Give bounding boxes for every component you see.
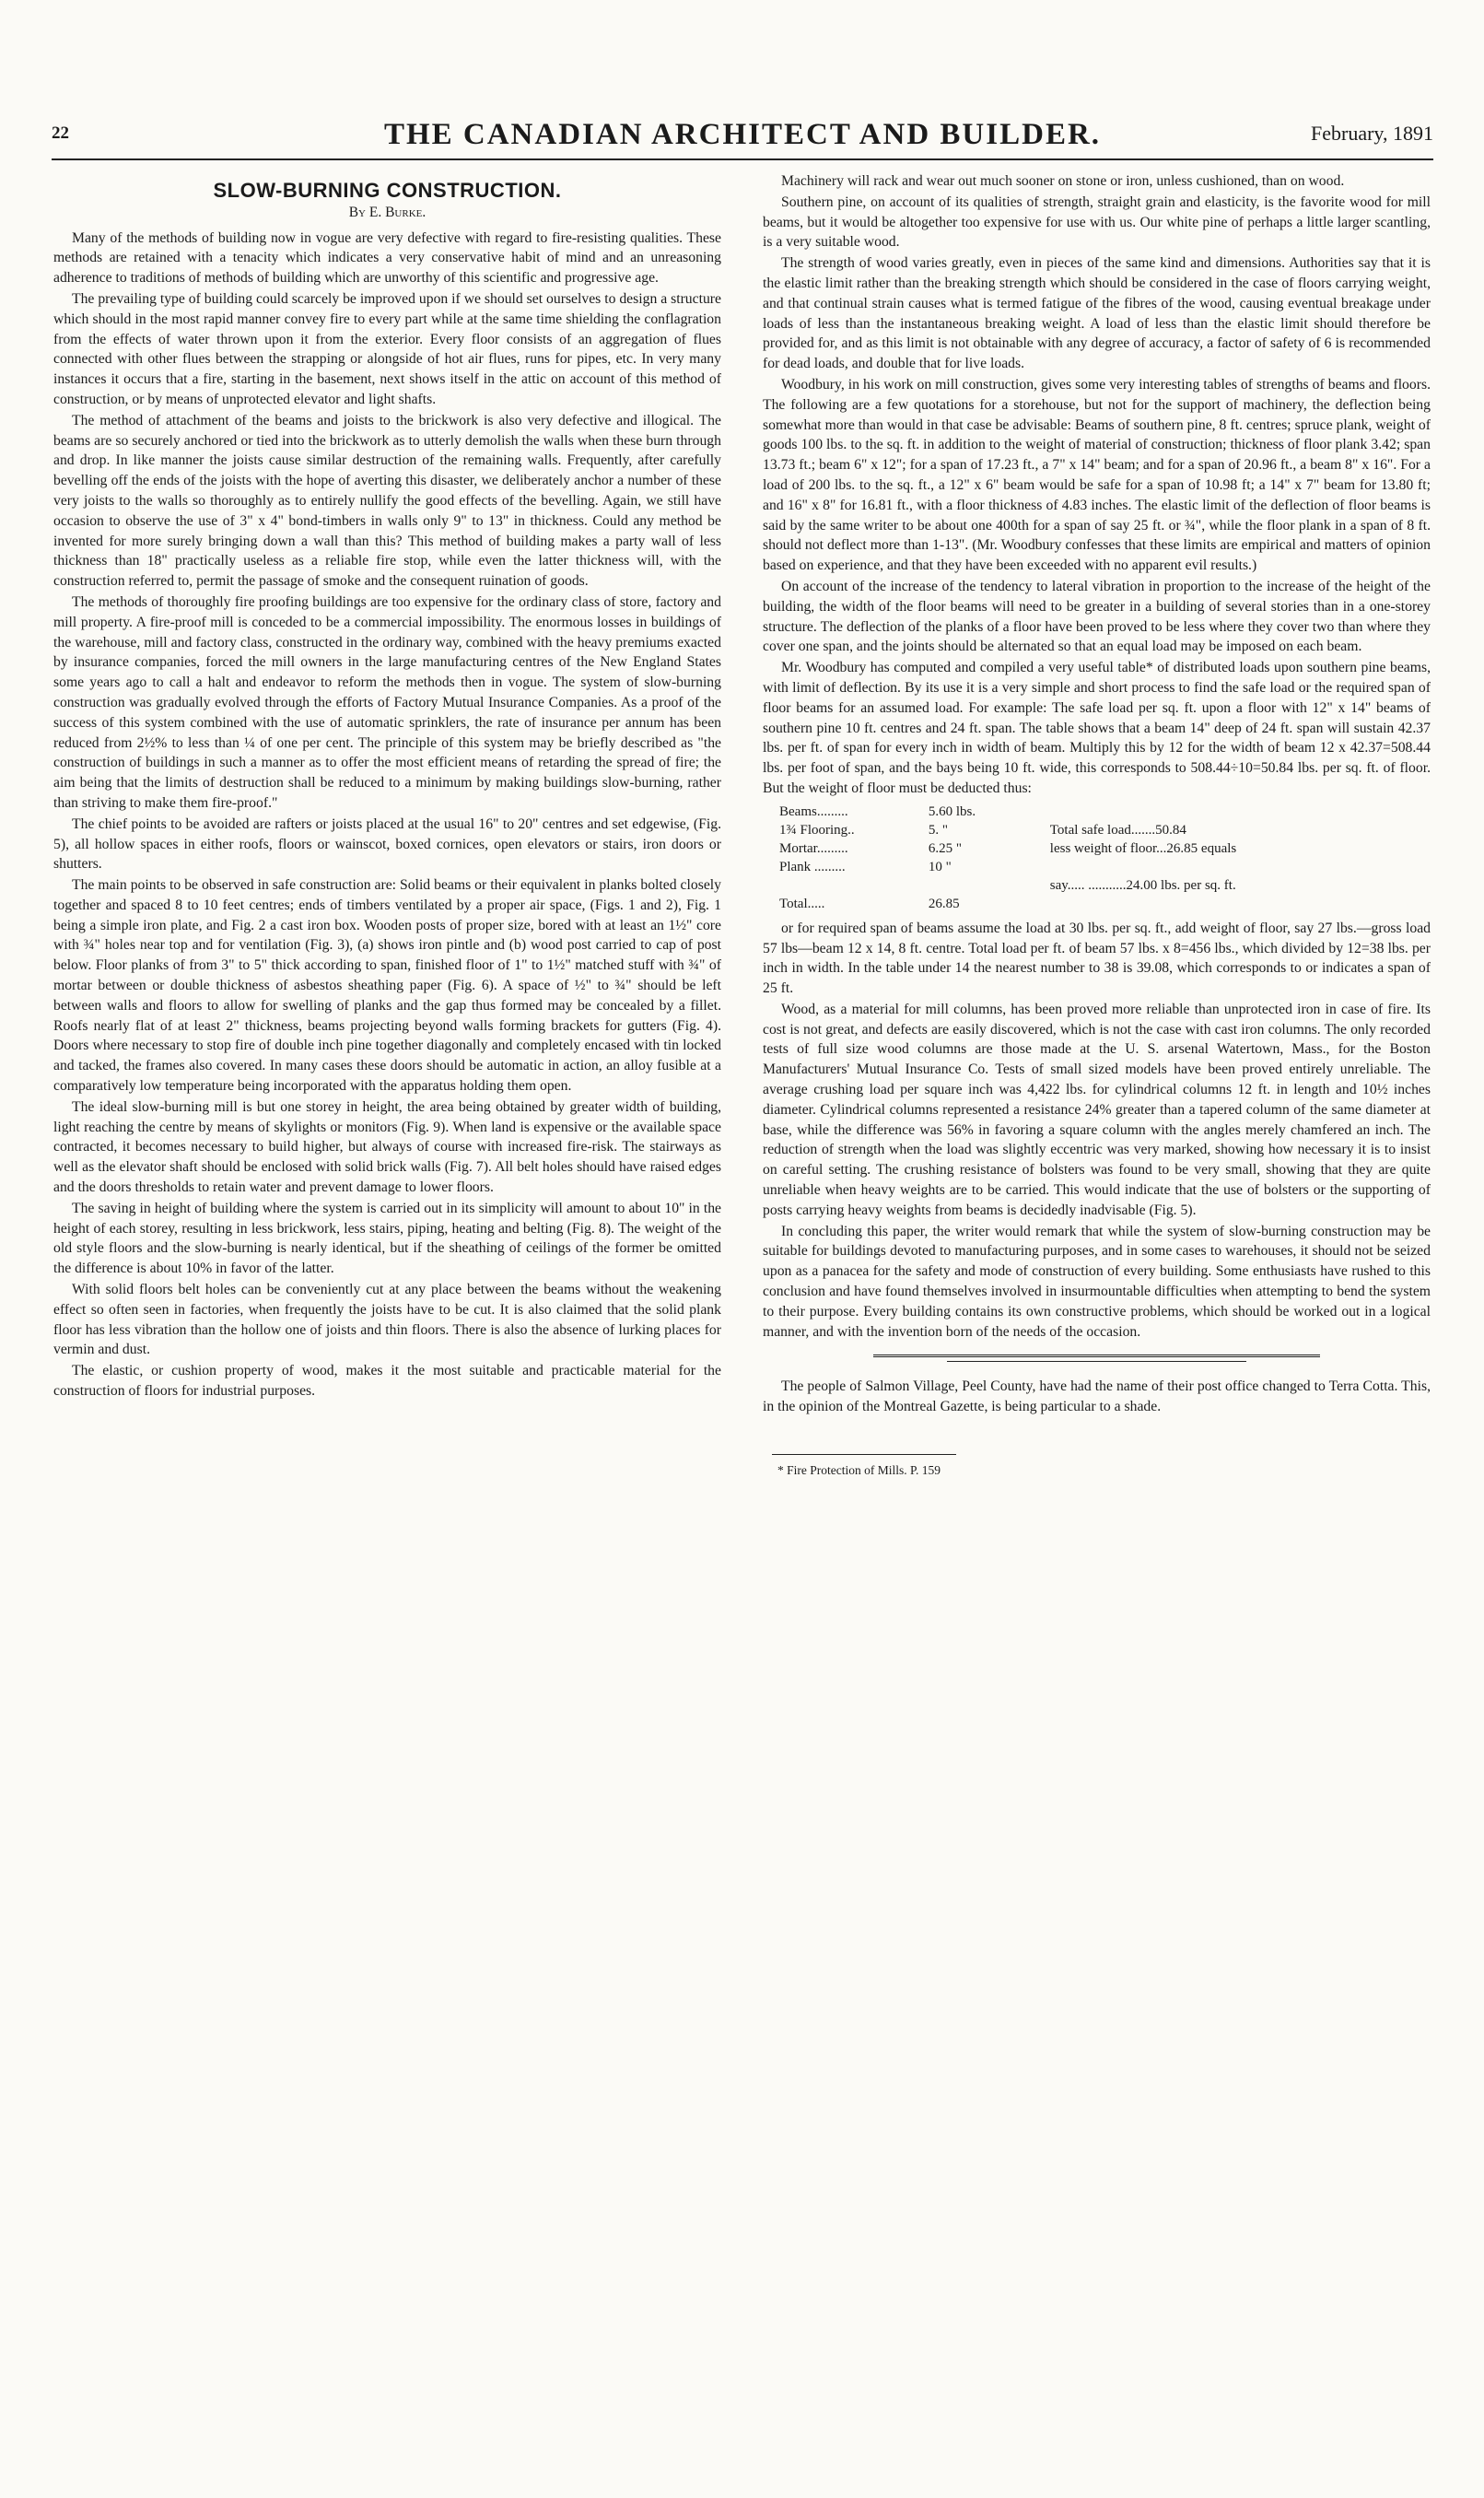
footnote-rule (772, 1454, 956, 1455)
page-number: 22 (52, 123, 69, 143)
paragraph: Many of the methods of building now in vogue are very defective with regard to fire-resisting qualities. These methods are retained with a tenacity which indicates a very conservative habit of mind and an unreasoning adherence to traditions of methods of building which are unworthy of this scientific and progressive age. (53, 229, 721, 287)
calc-row (779, 876, 1431, 895)
calc-right: less weight of floor...26.85 equals (1049, 840, 1237, 856)
paragraph: The prevailing type of building could scarcely be improved upon if we should set ourselves to design a structure which should in the most rapid manner convey fire to every part while at the same time shielding the conflagration from the effects of water thrown upon it from the exterior. Every floor consists of an aggregation of flues connected with other flues between the strapping or alongside of hot air flues, runs for pipes, etc. In very many instances it occurs that a fire, starting in the basement, next shows itself in the attic on account of this method of construction, or by means of unprotected elevator and light shafts. (53, 290, 721, 407)
running-head (52, 118, 1433, 151)
paragraph: Machinery will rack and wear out much sooner on stone or iron, unless cushioned, than on wood. (781, 173, 1345, 189)
right-paragraphs-a (763, 171, 1431, 799)
calc-value: 10 " (928, 859, 952, 874)
left-column (53, 171, 721, 1401)
paragraph: The ideal slow-burning mill is but one storey in height, the area being obtained by greater width of building, light reaching the centre by means of skylights or monitors (Fig. 9). When land is expensive or the available space contracted, it becomes necessary to build higher, but always of course with increased fire-risk. The stairways as well as the elevator shaft should be enclosed with solid brick walls (Fig. 7). All belt holes should have raised edges and the doors thresholds to retain water and prevent damage to lower floors. (53, 1098, 721, 1196)
calc-value: 6.25 " (928, 840, 963, 856)
issue-date: February, 1891 (1311, 122, 1433, 145)
calc-label (779, 876, 901, 895)
left-paragraphs (53, 229, 721, 1401)
calc-label: Beams......... (779, 803, 848, 819)
calc-label: Total..... (779, 896, 825, 911)
paragraph: Southern pine, on account of its qualities of strength, straight grain and elasticity, is the favorite wood for mill beams, but it would be altogether too expensive for use with us. Our white pine of perhaps a little larger scantling, is a very suitable wood. (763, 194, 1431, 251)
calc-row (779, 895, 1431, 913)
masthead: THE CANADIAN ARCHITECT AND BUILDER. (383, 118, 1102, 151)
calc-right: Total safe load.......50.84 (1049, 822, 1186, 838)
paragraph: Woodbury, in his work on mill construction, gives some very interesting tables of strengths of beams and floors. The following are a few quotations for a storehouse, but not for the support of machinery, the deflection being somewhat more than would in that case be advisable: Beams of southern pine, 8 ft. centres; spruce plank, weight of goods 100 lbs. to the sq. ft. in addition to the weight of material of construction; thickness of floor plank 3.42; span 13.73 ft.; beam 6" x 12"; for a span of 17.23 ft., a 7" x 14" beam; and for a span of 20.96 ft., a beam 8" x 16". For a load of 200 lbs. to the sq. ft., a 12" x 6" beam would be safe for a span of 10.98 ft; a 14" x 7" beam for 13.80 ft; and 16" x 8" for 16.81 ft., with a floor thickness of 4.83 inches. The elastic limit of the deflection of floor beams is said by the same writer to be about one 400th for a span of say 25 ft. or ¾", while the floor plank in a span of 8 ft. should not deflect more than 1-13". (Mr. Woodbury confesses that these limits are empirical and matters of opinion based on experience, and that they have been exceeded with no apparent evil results.) (763, 376, 1431, 574)
calc-row (779, 839, 1431, 858)
paragraph: The method of attachment of the beams and joists to the brickwork is also very defective and illogical. The beams are so securely anchored or tied into the brickwork as to utterly demolish the walls when these burn through and drop. In like manner the joists cause similar destruction of the remaining walls. Frequently, after carefully bevelling off the ends of the joists with the hope of averting this disaster, we deliberately anchor a number of these very joists to the walls so thoroughly as to entirely nullify the good effects of the bevelling. Again, we still have occasion to observe the use of 3" x 4" bond-timbers in walls only 9" to 13" in thickness. Could any method be invented for more surely bringing down a wall than this? This method of building makes a party wall of less thickness than 18" practically useless as a reliable fire stop, while even the latter thickness will, with the construction referred to, permit the passage of smoke and the consequent ruination of goods. (53, 412, 721, 590)
load-calculation (779, 803, 1431, 913)
calc-row (779, 821, 1431, 839)
calc-value: 26.85 (928, 896, 960, 911)
section-divider (873, 1355, 1320, 1357)
calc-right (1050, 858, 1431, 876)
paragraph: In concluding this paper, the writer would remark that while the system of slow-burning construction may be suitable for buildings devoted to manufacturing purposes, and in some cases to warehouses, it should not be seized upon as a panacea for the safety and mode of construction of every building. Some enthusiasts have rushed to this conclusion and have found themselves involved in insurmountable difficulties when attempting to bend the system to their purpose. Every building contains its own constructive problems, which should be worked out in a logical manner, and with the invention born of the needs of the occasion. (763, 1223, 1431, 1340)
paragraph: The strength of wood varies greatly, even in pieces of the same kind and dimensions. Authorities say that it is the elastic limit rather than the breaking strength which should be considered in the case of floors carrying weight, and that continual strain causes what is termed fatigue of the fibres of the wood, causing eventual breakage under loads of less than the instantaneous breaking weight. A load of less than the elastic limit should therefore be provided for, and as this limit is not obtainable with any degree of accuracy, a factor of safety of 6 is recommended for dead loads, and double that for live loads. (763, 255, 1431, 372)
header-rule (52, 158, 1433, 160)
calc-value (901, 876, 1050, 895)
paragraph: Mr. Woodbury has computed and compiled a very useful table* of distributed loads upon southern pine beams, with limit of deflection. By its use it is a very simple and short process to find the safe load or the required span of floor beams for an assumed load. For example: The safe load per sq. ft. upon a floor with 12" x 14" beams of southern pine 10 ft. centres and 24 ft. span. The table shows that a beam 14" deep of 24 ft. span will sustain 42.37 lbs. per ft. of span for every inch in width of beam. Multiply this by 12 for the width of beam 12 x 42.37=508.44 lbs. per foot of span, and the bays being 10 ft. wide, this corresponds to 508.44÷10=50.84 lbs. per sq. ft. of floor. But the weight of floor must be deducted thus: (763, 660, 1431, 796)
right-paragraphs-b (763, 919, 1431, 1343)
calc-right (1050, 895, 1431, 913)
paragraph: The methods of thoroughly fire proofing buildings are too expensive for the ordinary class of store, factory and mill property. A fire-proof mill is conceded to be a commercial impossibility. The enormous losses in buildings of the warehouse, mill and factory class, constructed in the ordinary way, combined with the heavy premiums exacted by insurance companies, forced the mill owners in the large manufacturing centres of the New England States some years ago to call a halt and endeavor to reform the methods then in vogue. The system of slow-burning construction was gradually evolved through the efforts of Factory Mutual Insurance Companies. As a proof of the success of this system combined with the use of automatic sprinklers, the rate of insurance per annum has been reduced from 2½% to less than ¼ of one per cent. The principle of this system may be briefly described as "the construction of buildings in such a manner as to offer the most efficient means of retarding the spread of fire; the aim being that the limits of destruction shall be reduced to a minimum by making buildings slow-burning, rather than striving to make them fire-proof." (53, 593, 721, 811)
footnote: * Fire Protection of Mills. P. 159 (777, 1463, 941, 1478)
calc-label: Plank ......... (779, 859, 846, 874)
right-column (763, 171, 1431, 1481)
calc-row (779, 803, 1431, 821)
paragraph: On account of the increase of the tendency to lateral vibration in proportion to the increase of the height of the building, the width of the floor beams will need to be greater in a building of several stories than in a one-storey structure. The deflection of the planks of a floor have been proved to be less where they cover two than where they cover one span, and the joints should be alternated so that an equal load may be imposed on each beam. (763, 578, 1431, 655)
section-divider-short (947, 1361, 1246, 1362)
calc-label: 1¾ Flooring.. (779, 822, 855, 838)
paragraph: The elastic, or cushion property of wood, makes it the most suitable and practicable material for the construction of floors for industrial purposes. (53, 1363, 721, 1400)
calc-right (1050, 803, 1431, 821)
paragraph: With solid floors belt holes can be conveniently cut at any place between the beams without the weakening effect so often seen in factories, when frequently the joists have to be cut. It is also claimed that the solid plank floor has less vibration than the hollow one of joists and thin floors. There is also the absence of lurking places for vermin and dust. (53, 1282, 721, 1358)
news-note: The people of Salmon Village, Peel County, have had the name of their post office changed to Terra Cotta. This, in the opinion of the Montreal Gazette, is being particular to a shade. (763, 1378, 1431, 1415)
calc-value: 5.60 lbs. (928, 803, 976, 819)
paragraph: The saving in height of building where the system is carried out in its simplicity will amount to about 10" in the height of each storey, resulting in less brickwork, less stairs, piping, heating and belting (Fig. 8). The weight of the old style floors and the slow-burning is nearly identical, but if the sheathing of ceilings of the former be omitted the difference is about 10% in favor of the latter. (53, 1200, 721, 1277)
calc-row (779, 858, 1431, 876)
paragraph: The main points to be observed in safe construction are: Solid beams or their equivalent in planks bolted closely together and spaced 8 to 10 feet centres; ends of timbers ventilated by a proper air space, (Figs. 1 and 2), Fig. 1 being a simple iron plate, and Fig. 2 a cast iron box. Wooden posts of proper size, bored with at least an 1½" core with ¾" holes near top and for ventilation (Fig. 3), (a) shows iron pintle and (b) wood post carried to cap of post below. Floor planks of from 3" to 5" thick according to span, finished floor of 1" to 1½" matched stuff with ¾" of mortar between or double thickness of asbestos sheathing paper (Fig. 6). A space of ½" to ¾" should be left between walls and floors to allow for swelling of planks and the gap thus formed may be concealed by a fillet. Roofs nearly flat of at least 2" thickness, beams projecting beyond walls forming brackets for gutters (Fig. 4). Doors where necessary to stop fire of double inch pine together diagonally and completely encased with tin locked and tacked, the frames also covered. In many cases these doors should be automatic in action, an alloy fusible at a comparatively low temperature being incorporated with the apparatus holding them open. (53, 877, 721, 1095)
calc-label: Mortar......... (779, 840, 848, 856)
byline: By E. Burke. (348, 204, 427, 220)
calc-value: 5. " (928, 822, 949, 838)
calc-right: say..... ...........24.00 lbs. per sq. ft. (1049, 877, 1236, 893)
paragraph: Wood, as a material for mill columns, has been proved more reliable than unprotected iron in case of fire. Its cost is not great, and defects are easily discovered, which is not the case with cast iron columns. The only recorded tests of full size wood columns are those made at the U. S. arsenal Watertown, Mass., for the Boston Manufacturers' Mutual Insurance Co. Tests of small sized models have been proved entirely unreliable. The average crushing load per square inch was 4,422 lbs. for cylindrical columns 12 ft. in length and 10½ inches diameter. Cylindrical columns represented a resistance 24% greater than a tapered column of the same diameter at base, while the difference was 56% in favoring a square column with the angles merely chamfered an inch. The reduction of strength when the load was slightly eccentric was very marked, showing how necessary it is to insist on careful setting. The crushing resistance of bolsters was found to be very small, showing that they are quite unreliable when heavy weights are to be carried. This would indicate that the use of bolsters or the supporting of posts carrying heavy weights from beams is decidedly inadvisable (Fig. 5). (763, 1001, 1431, 1218)
article-title: SLOW-BURNING CONSTRUCTION. (213, 179, 562, 202)
paragraph: The chief points to be avoided are rafters or joists placed at the usual 16" to 20" centres and set edgewise, (Fig. 5), all hollow spaces in either roofs, floors or wainscot, boxed cornices, open elevators or stairs, iron doors or shutters. (53, 815, 721, 873)
paragraph: or for required span of beams assume the load at 30 lbs. per sq. ft., add weight of floor, say 27 lbs.—gross load 57 lbs—beam 12 x 14, 8 ft. centre. Total load per ft. of beam 57 lbs. x 8=456 lbs., which divided by 12=38 lbs. per inch in width. In the table under 14 the nearest number to 38 is 39.08, which corresponds to or indicates a span of 25 ft. (763, 920, 1431, 997)
